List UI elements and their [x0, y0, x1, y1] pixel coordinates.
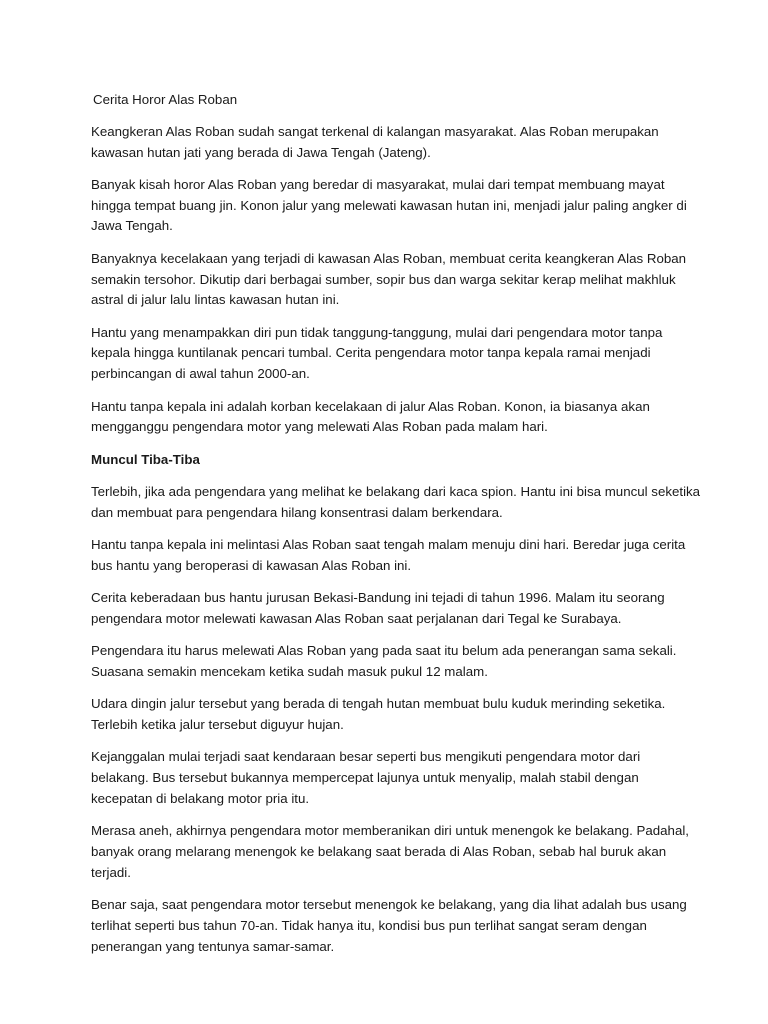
paragraph: Udara dingin jalur tersebut yang berada di tengah hutan membuat bulu kuduk merinding seketika. Terlebih ketika jalur tersebut diguyur hujan. — [91, 696, 666, 733]
paragraph: Banyaknya kecelakaan yang terjadi di kawasan Alas Roban, membuat cerita keangkeran Alas Roban semakin tersohor. Dikutip dari berbagai sumber, sopir bus dan warga sekitar kerap melihat makhluk astral di jalur lalu lintas kawasan hutan ini. — [91, 250, 687, 308]
paragraph: Pengendara itu harus melewati Alas Roban yang pada saat itu belum ada penerangan sama sekali. Suasana semakin mencekam ketika sudah masuk pukul 12 malam. — [91, 643, 677, 680]
paragraph: Cerita keberadaan bus hantu jurusan Bekasi-Bandung ini tejadi di tahun 1996. Malam itu seorang pengendara motor melewati kawasan Alas Roban saat perjalanan dari Tegal ke Surabaya. — [91, 590, 665, 626]
paragraph: Banyak kisah horor Alas Roban yang beredar di masyarakat, mulai dari tempat membuang mayat hingga tempat buang jin. Konon jalur yang melewati kawasan hutan ini, menjadi jalur paling angker di Jawa Tengah. — [91, 176, 687, 234]
paragraph: Hantu yang menampakkan diri pun tidak tanggung-tanggung, mulai dari pengendara motor tanpa kepala hingga kuntilanak pencari tumbal. Cerita pengendara motor tanpa kepala ramai menjadi perbincangan di awal tahun 2000-an. — [91, 324, 663, 382]
paragraph: Terlebih, jika ada pengendara yang melihat ke belakang dari kaca spion. Hantu ini bisa muncul seketika dan membuat para pengendara hilang konsentrasi dalam berkendara. — [91, 483, 701, 520]
paragraph: Merasa aneh, akhirnya pengendara motor memberanikan diri untuk menengok ke belakang. Padahal, banyak orang melarang menengok ke belakang saat berada di Alas Roban, sebab hal buruk akan terjadi. — [91, 823, 689, 880]
section-heading: Muncul Tiba-Tiba — [91, 451, 200, 467]
document-page — [91, 90, 701, 969]
paragraph: Benar saja, saat pengendara motor tersebut menengok ke belakang, yang dia lihat adalah bus usang terlihat seperti bus tahun 70-an. Tidak hanya itu, kondisi bus pun terlihat sangat seram dengan penerangan yang tentunya samar-samar. — [91, 897, 687, 954]
paragraph: Hantu tanpa kepala ini adalah korban kecelakaan di jalur Alas Roban. Konon, ia biasanya akan mengganggu pengendara motor yang melewati Alas Roban pada malam hari. — [91, 398, 650, 435]
document-title: Cerita Horor Alas Roban — [93, 92, 238, 107]
paragraph: Kejanggalan mulai terjadi saat kendaraan besar seperti bus mengikuti pengendara motor dari belakang. Bus tersebut bukannya mempercepat lajunya untuk menyalip, malah stabil dengan kecepatan di belakang motor pria itu. — [91, 749, 641, 807]
paragraph: Hantu tanpa kepala ini melintasi Alas Roban saat tengah malam menuju dini hari. Beredar juga cerita bus hantu yang beroperasi di kawasan Alas Roban ini. — [91, 537, 686, 573]
paragraph: Keangkeran Alas Roban sudah sangat terkenal di kalangan masyarakat. Alas Roban merupakan kawasan hutan jati yang berada di Jawa Tengah (Jateng). — [91, 123, 659, 160]
